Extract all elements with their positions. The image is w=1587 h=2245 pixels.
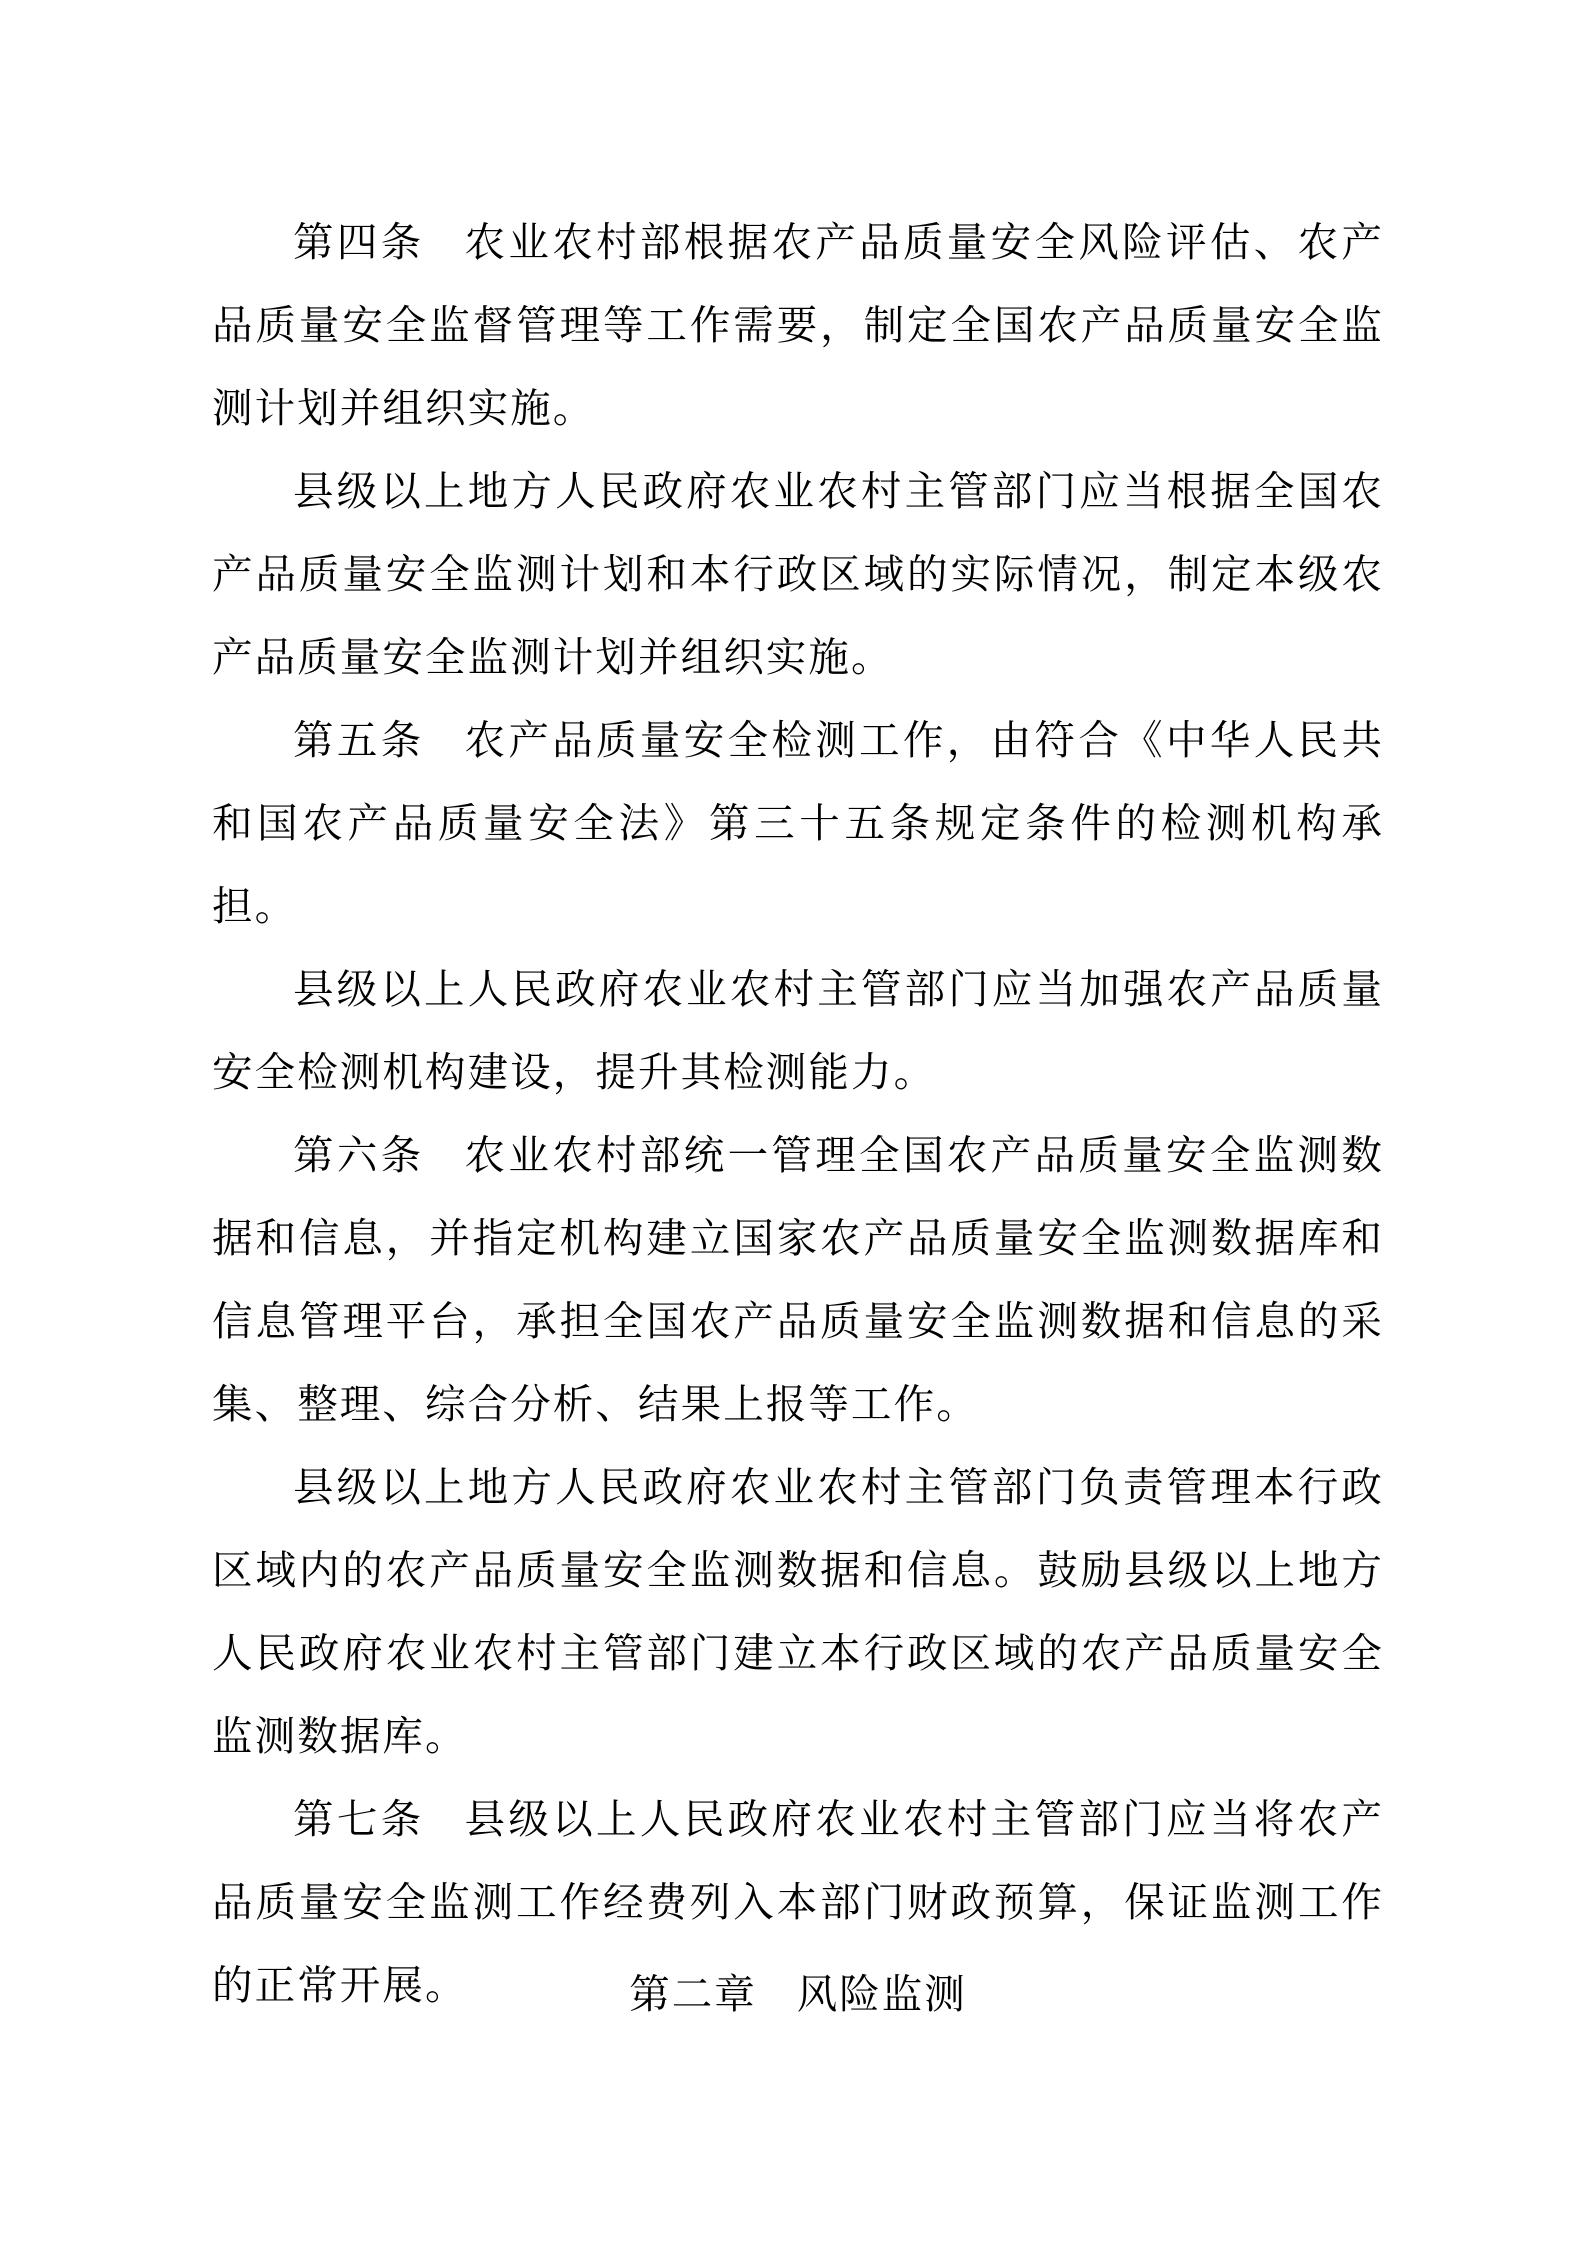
chapter-number: 第二章 bbox=[629, 1970, 757, 2018]
article-text: 农产品质量安全检测工作，由符合《中华人民共和国农产品质量安全法》第三十五条规定条件的检测机构承担。 bbox=[212, 716, 1384, 930]
article-number: 第四条 bbox=[293, 218, 425, 266]
article-number: 第五条 bbox=[293, 716, 425, 764]
article-text: 农业农村部根据农产品质量安全风险评估、农产品质量安全监督管理等工作需要，制定全国农产品质量安全监测计划并组织实施。 bbox=[212, 218, 1384, 432]
article-4-paragraph-2 bbox=[212, 450, 1384, 699]
article-text: 农业农村部统一管理全国农产品质量安全监测数据和信息，并指定机构建立国家农产品质量安全监测数据库和信息管理平台，承担全国农产品质量安全监测数据和信息的采集、整理、综合分析、结果上报等工作。 bbox=[212, 1131, 1384, 1428]
document-body bbox=[212, 201, 1384, 2027]
paragraph-text: 县级以上人民政府农业农村主管部门应当加强农产品质量安全检测机构建设，提升其检测能力。 bbox=[212, 965, 1384, 1096]
chapter-heading bbox=[212, 1953, 1384, 2036]
article-5-paragraph bbox=[212, 699, 1384, 948]
paragraph-text: 县级以上地方人民政府农业农村主管部门负责管理本行政区域内的农产品质量安全监测数据和信息。鼓励县级以上地方人民政府农业农村主管部门建立本行政区域的农产品质量安全监测数据库。 bbox=[212, 1463, 1384, 1760]
article-6-paragraph-2 bbox=[212, 1446, 1384, 1778]
chapter-title: 风险监测 bbox=[796, 1970, 967, 2018]
paragraph-text: 县级以上地方人民政府农业农村主管部门应当根据全国农产品质量安全监测计划和本行政区域的实际情况，制定本级农产品质量安全监测计划并组织实施。 bbox=[212, 467, 1384, 681]
article-text: 县级以上人民政府农业农村主管部门应当将农产品质量安全监测工作经费列入本部门财政预算，保证监测工作的正常开展。 bbox=[212, 1795, 1384, 2009]
article-6-paragraph bbox=[212, 1114, 1384, 1446]
article-5-paragraph-2 bbox=[212, 948, 1384, 1114]
article-4-paragraph bbox=[212, 201, 1384, 450]
article-number: 第六条 bbox=[293, 1131, 425, 1179]
article-number: 第七条 bbox=[293, 1795, 425, 1843]
